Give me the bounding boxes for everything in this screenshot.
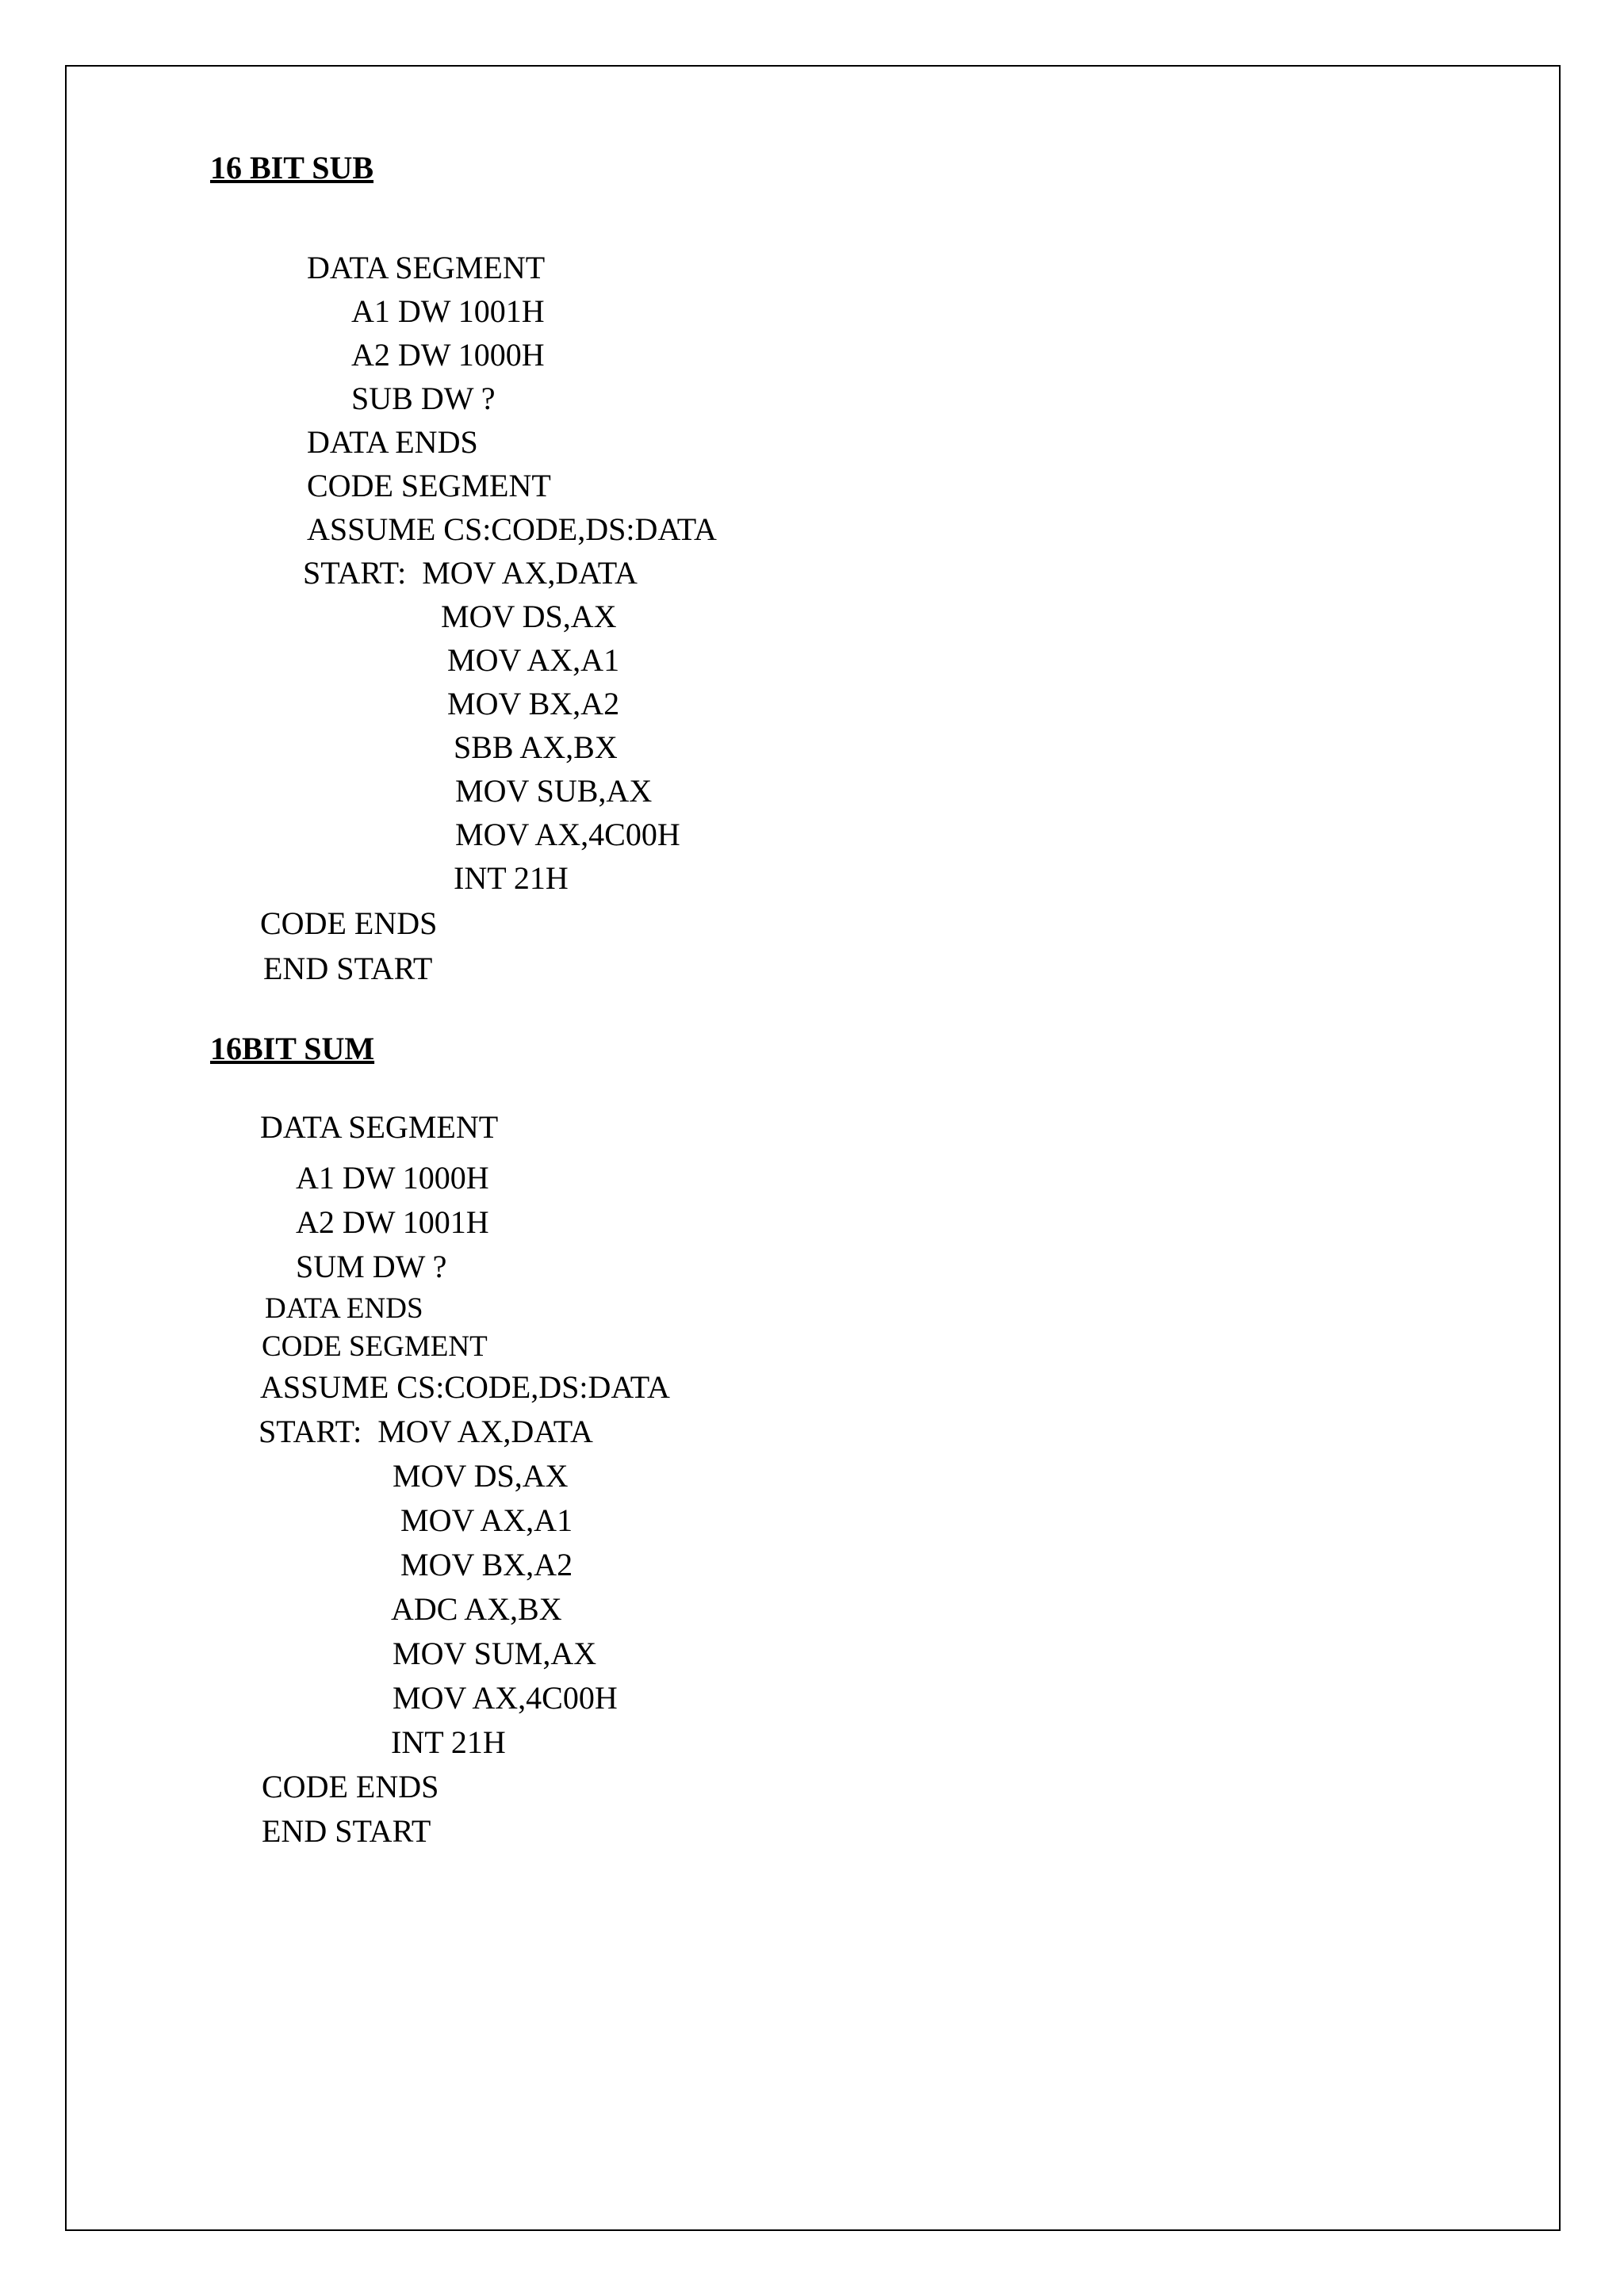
code-line: MOV AX,4C00H — [455, 817, 680, 852]
code-line: END START — [262, 1813, 431, 1849]
code-line: ASSUME CS:CODE,DS:DATA — [307, 511, 717, 547]
code-line: DATA SEGMENT — [307, 250, 546, 285]
code-line: MOV DS,AX — [441, 599, 617, 634]
code-line: MOV AX,4C00H — [393, 1680, 618, 1716]
code-line: SBB AX,BX — [454, 729, 618, 765]
code-line: DATA ENDS — [265, 1292, 423, 1325]
code-line: MOV BX,A2 — [400, 1547, 573, 1582]
code-line: START: MOV AX,DATA — [259, 1414, 593, 1449]
code-line: INT 21H — [391, 1724, 506, 1760]
code-line: A2 DW 1001H — [296, 1204, 489, 1240]
code-line: CODE SEGMENT — [307, 468, 551, 503]
code-line: CODE ENDS — [260, 905, 438, 941]
code-line: END START — [263, 951, 433, 986]
code-line: INT 21H — [454, 860, 569, 896]
code-line: ASSUME CS:CODE,DS:DATA — [260, 1369, 670, 1405]
code-line: ADC AX,BX — [391, 1591, 562, 1627]
code-line: MOV SUM,AX — [393, 1636, 597, 1671]
code-line: A1 DW 1000H — [296, 1160, 489, 1196]
page-border — [65, 65, 1561, 2231]
code-line: START: MOV AX,DATA — [303, 555, 638, 591]
code-line: MOV AX,A1 — [400, 1502, 573, 1538]
code-line: MOV DS,AX — [393, 1458, 569, 1494]
code-line: MOV BX,A2 — [447, 686, 620, 721]
code-line: CODE SEGMENT — [262, 1330, 488, 1363]
section-title-sum: 16BIT SUM — [210, 1031, 375, 1066]
code-line: SUB DW ? — [351, 381, 496, 416]
section-title-sub: 16 BIT SUB — [210, 150, 374, 186]
code-line: DATA SEGMENT — [260, 1109, 499, 1145]
code-line: SUM DW ? — [296, 1249, 447, 1284]
code-line: DATA ENDS — [307, 424, 478, 460]
code-line: CODE ENDS — [262, 1769, 439, 1804]
code-line: A1 DW 1001H — [351, 293, 545, 329]
code-line: A2 DW 1000H — [351, 337, 545, 373]
code-line: MOV SUB,AX — [455, 773, 653, 809]
code-line: MOV AX,A1 — [447, 642, 620, 678]
